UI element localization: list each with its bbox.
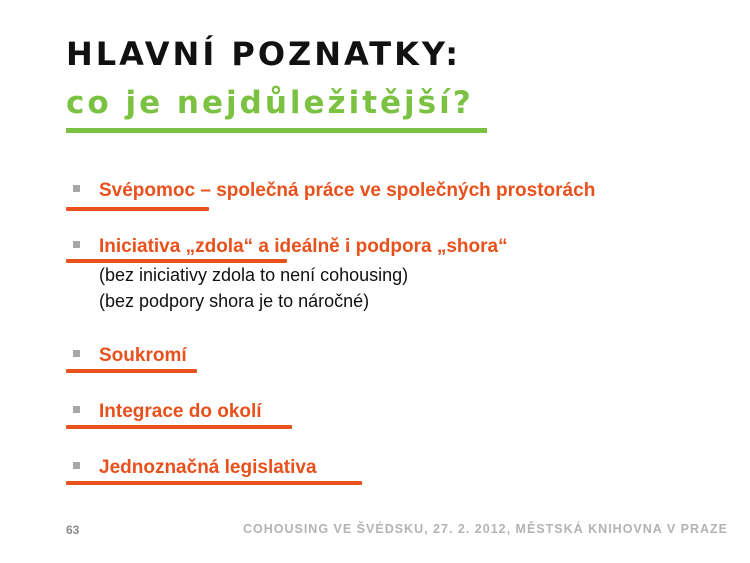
bullet-label: Soukromí [99, 345, 187, 366]
bullet-subtext: (bez iniciativy zdola to není cohousing) [99, 265, 409, 285]
slide-title: HLAVNÍ POZNATKY: [66, 35, 462, 73]
bullet-label: Svépomoc – společná práce ve společných prostorách [99, 180, 596, 201]
bullet-square-icon [73, 406, 80, 413]
footer-text: COHOUSING VE ŠVÉDSKU, 27. 2. 2012, MĚSTSKÁ KNIHOVNA V PRAZE [242, 522, 728, 536]
orange-underline [66, 425, 292, 429]
bullet-label: Integrace do okolí [99, 401, 262, 422]
orange-underline [66, 207, 209, 211]
bullet-subtext: (bez podpory shora je to náročné) [99, 291, 370, 311]
orange-underline [66, 481, 362, 485]
slide-subtitle: co je nejdůležitější? [66, 85, 474, 121]
title-underline [66, 128, 487, 133]
bullet-square-icon [73, 185, 80, 192]
page-number: 63 [66, 523, 80, 537]
orange-underline [66, 369, 197, 373]
bullet-square-icon [73, 462, 80, 469]
bullet-square-icon [73, 350, 80, 357]
bullet-label: Jednoznačná legislativa [99, 457, 317, 478]
bullet-label: Iniciativa „zdola“ a ideálně i podpora „shora“ [99, 236, 508, 257]
bullet-square-icon [73, 241, 80, 248]
